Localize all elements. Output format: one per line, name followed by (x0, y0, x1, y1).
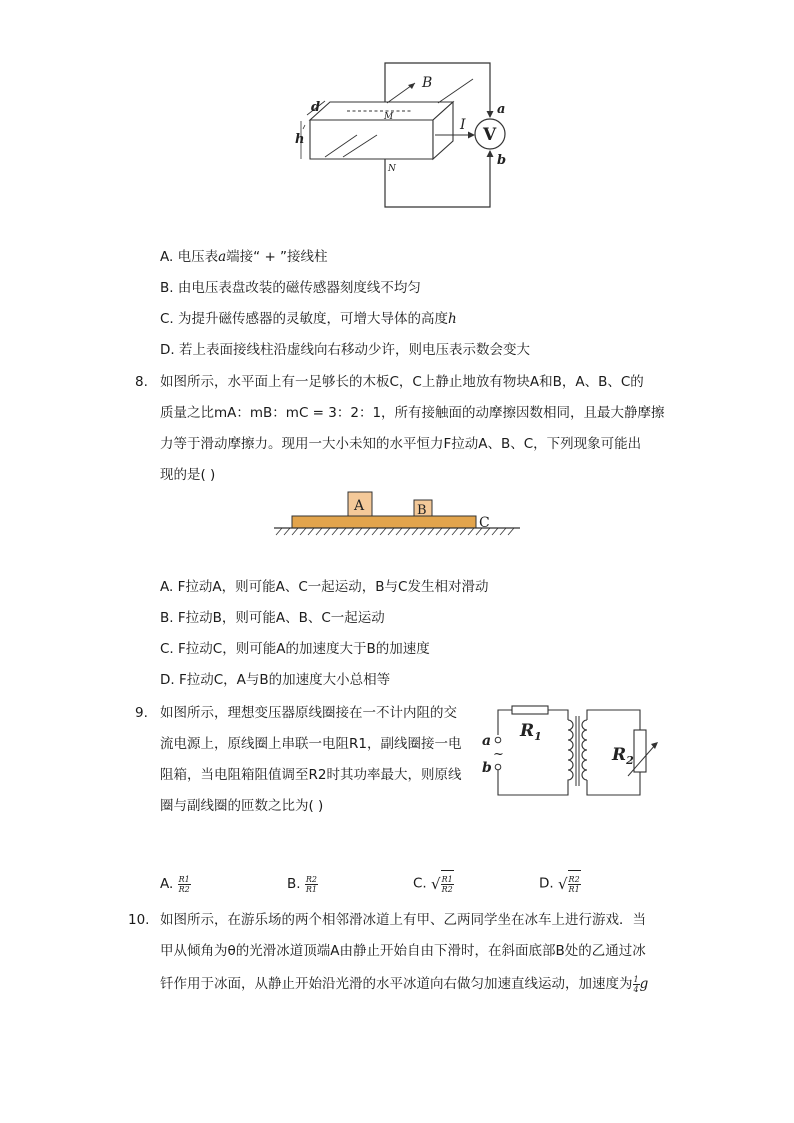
primary-coil (568, 720, 573, 782)
secondary-coil (582, 720, 587, 780)
q7-option-d: D. 若上表面接线柱沿虚线向右移动少许，则电压表示数会变大 (160, 342, 530, 358)
q9-stem-line-1: 如图所示，理想变压器原线圈接在一不计内阻的交 (160, 705, 457, 721)
board-C (292, 516, 476, 528)
q7-option-c: C. 为提升磁传感器的灵敏度，可增大导体的高度h (160, 311, 457, 327)
label-a: a (482, 733, 492, 749)
q8-option-c: C. F拉动C，则可能A的加速度大于B的加速度 (160, 641, 430, 657)
q8-stem-line-2: 质量之比mA：mB：mC = 3：2：1，所有接触面的动摩擦因数相同，且最大静摩擦 (160, 405, 665, 421)
q8-stem-line-1: 如图所示，水平面上有一足够长的木板C，C上静止地放有物块A和B，A、B、C的 (160, 374, 644, 390)
q9-number: 9. (135, 705, 148, 721)
q8-stem-line-3: 力等于滑动摩擦力。现用一大小未知的水平恒力F拉动A、B、C，下列现象可能出 (160, 436, 642, 452)
label-C: C (479, 515, 490, 531)
q8-number: 8. (135, 374, 148, 390)
q10-stem-line-1: 如图所示，在游乐场的两个相邻滑冰道上有甲、乙两同学坐在冰车上进行游戏．当 (160, 912, 646, 928)
label-V: V (483, 125, 497, 145)
label-h: h (295, 132, 305, 147)
q8-stem-line-4: 现的是( ) (160, 467, 216, 483)
label-N: N (388, 164, 396, 174)
label-B: B (422, 75, 433, 91)
label-M: M (384, 112, 394, 122)
q9-option-a: A. $\frac{R1}{R2}$ (160, 874, 190, 894)
accel-fraction: $\frac{1}{4}$ (633, 974, 639, 994)
label-A: A (354, 498, 365, 514)
q10-stem-line-3: 钎作用于冰面，从静止开始沿光滑的水平冰道向右做匀加速直线运动，加速度为 $\frac{1}{4}$ g (160, 974, 649, 994)
q8-option-b: B. F拉动B，则可能A、B、C一起运动 (160, 610, 385, 626)
label-B: B (417, 503, 427, 518)
q10-stem-line-2: 甲从倾角为θ的光滑冰道顶端A由静止开始自由下滑时，在斜面底部B处的乙通过冰 (160, 943, 646, 959)
q9-option-b: B. $\frac{R2}{R1}$ (287, 874, 317, 894)
q9-option-d: D. √ $\frac{R2}{R1}$ (539, 870, 581, 897)
q9-stem-line-2: 流电源上，原线圈上串联一电阻R1，副线圈接一电 (160, 736, 462, 752)
block-front-face (310, 120, 433, 159)
board-blocks-figure (270, 490, 525, 542)
q9-stem-line-4: 圈与副线圈的匝数之比为( ) (160, 798, 324, 814)
transformer-circuit-figure (480, 700, 670, 802)
hall-sensor-figure (285, 55, 510, 215)
q10-number: 10. (128, 912, 150, 928)
q8-option-a: A. F拉动A，则可能A、C一起运动，B与C发生相对滑动 (160, 579, 489, 595)
label-R2: $R_2$ (612, 745, 634, 767)
label-a: a (497, 102, 506, 117)
q9-option-c: C. √ $\frac{R1}{R2}$ (413, 870, 454, 897)
label-d: d (311, 100, 321, 115)
terminal-a (495, 737, 501, 743)
label-R1: $R_1$ (520, 721, 542, 743)
q9-stem-line-3: 阻箱，当电阻箱阻值调至R2时其功率最大，则原线 (160, 767, 462, 783)
label-b: b (482, 760, 492, 776)
label-tilde: ~ (493, 747, 504, 762)
resistor-R1 (512, 706, 548, 714)
label-I: I (460, 117, 466, 133)
q7-option-a: A. 电压表a端接“ + ”接线柱 (160, 249, 328, 265)
q8-option-d: D. F拉动C，A与B的加速度大小总相等 (160, 672, 391, 688)
q7-option-b: B. 由电压表盘改装的磁传感器刻度线不均匀 (160, 280, 421, 296)
terminal-b (495, 764, 501, 770)
label-b: b (497, 153, 507, 168)
resistor-box-R2 (634, 730, 646, 772)
